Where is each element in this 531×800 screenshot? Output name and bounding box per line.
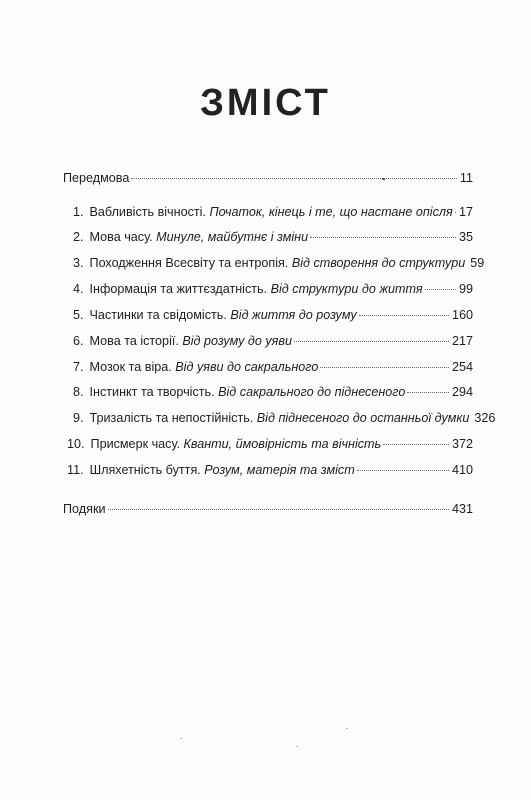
chapter-title [90,230,309,244]
toc-entry-preface[interactable] [63,171,473,187]
dot-leader [310,237,456,238]
toc-entry-chapter-2[interactable] [63,230,473,246]
toc-entry-chapter-6[interactable] [63,334,473,350]
dot-leader [359,315,449,316]
toc-entry-label: Передмова [63,171,130,185]
chapter-title [90,205,453,219]
chapter-subtitle: Від уяви до сакрального [175,360,319,374]
chapter-number: 4. [73,282,84,296]
chapter-number: 5. [73,308,84,322]
toc-page-number: 431 [451,502,473,516]
toc-page-number: 59 [470,256,485,270]
dot-leader [383,444,449,445]
toc-entry-chapter-7[interactable] [63,360,473,376]
dot-leader [294,341,449,342]
dot-leader [357,470,449,471]
chapter-number: 6. [73,334,84,348]
toc-entry-acknowledgements[interactable] [63,502,473,518]
chapter-main-title: Вабливість вічності. [89,205,206,219]
chapter-number: 10. [67,437,85,451]
chapter-title [90,334,292,348]
toc-entry-chapter-5[interactable] [63,308,473,324]
dot-leader [407,392,449,393]
scan-speck [346,728,348,729]
chapter-number: 2. [73,230,84,244]
chapter-main-title: Тризалість та непостійність. [89,411,254,425]
toc-page-number: 410 [451,463,473,477]
scan-speck [382,178,385,180]
chapter-subtitle: Від піднесеного до останньої думки [256,411,470,425]
chapter-title [90,308,357,322]
chapter-title [90,256,466,270]
scan-speck [296,746,298,747]
dot-leader [425,289,456,290]
scan-speck [180,738,182,739]
toc-page-number: 372 [451,437,473,451]
toc-page-number: 160 [451,308,473,322]
dot-leader [131,178,457,179]
chapter-title [90,282,423,296]
toc-page-number: 254 [451,360,473,374]
chapter-subtitle: Початок, кінець і те, що настане опісля [209,205,453,219]
toc-page-number: 35 [458,230,473,244]
chapter-subtitle: Кванти, ймовірність та вічність [183,437,382,451]
chapter-subtitle: Від сакрального до піднесеного [218,385,406,399]
chapter-subtitle: Від створення до структури [291,256,466,270]
chapter-subtitle: Розум, матерія та зміст [204,463,355,477]
dot-leader [455,212,456,213]
toc-entry-label: Подяки [63,502,106,516]
toc-entry-chapter-4[interactable] [63,282,473,298]
toc-entry-chapter-3[interactable] [63,256,485,272]
chapter-main-title: Походження Всесвіту та ентропія. [89,256,289,270]
toc-page-number: 99 [458,282,473,296]
chapter-subtitle: Минуле, майбутнє і зміни [156,230,309,244]
toc-entry-chapter-11[interactable] [63,463,473,479]
chapter-main-title: Присмерк часу. [90,437,180,451]
chapter-title [90,411,470,425]
chapter-title [90,385,406,399]
page-title: ЗМІСТ [200,82,331,124]
chapter-subtitle: Від життя до розуму [230,308,357,322]
chapter-number: 1. [73,205,84,219]
toc-entry-chapter-8[interactable] [63,385,473,401]
chapter-main-title: Мозок та віра. [89,360,172,374]
toc-page-number: 326 [474,411,496,425]
chapter-title [90,360,319,374]
chapter-subtitle: Від структури до життя [270,282,423,296]
chapter-number: 8. [73,385,84,399]
toc-page-number: 217 [451,334,473,348]
chapter-main-title: Мова та історії. [89,334,179,348]
chapter-number: 9. [73,411,84,425]
toc-page-number: 17 [458,205,473,219]
chapter-main-title: Інформація та життєздатність. [89,282,268,296]
chapter-main-title: Частинки та свідомість. [89,308,227,322]
toc-page-number: 11 [459,171,473,185]
dot-leader [108,509,449,510]
chapter-main-title: Інстинкт та творчість. [89,385,215,399]
chapter-title [91,437,382,451]
toc-entry-chapter-10[interactable] [63,437,473,453]
chapter-main-title: Шляхетність буття. [89,463,201,477]
chapter-number: 3. [73,256,84,270]
dot-leader [320,367,449,368]
chapter-main-title: Мова часу. [89,230,153,244]
toc-page-number: 294 [451,385,473,399]
chapter-subtitle: Від розуму до уяви [182,334,292,348]
chapter-number: 7. [73,360,84,374]
toc-entry-chapter-9[interactable] [63,411,496,427]
chapter-title [90,463,355,477]
toc-entry-chapter-1[interactable] [63,205,473,221]
chapter-number: 11. [67,463,84,477]
